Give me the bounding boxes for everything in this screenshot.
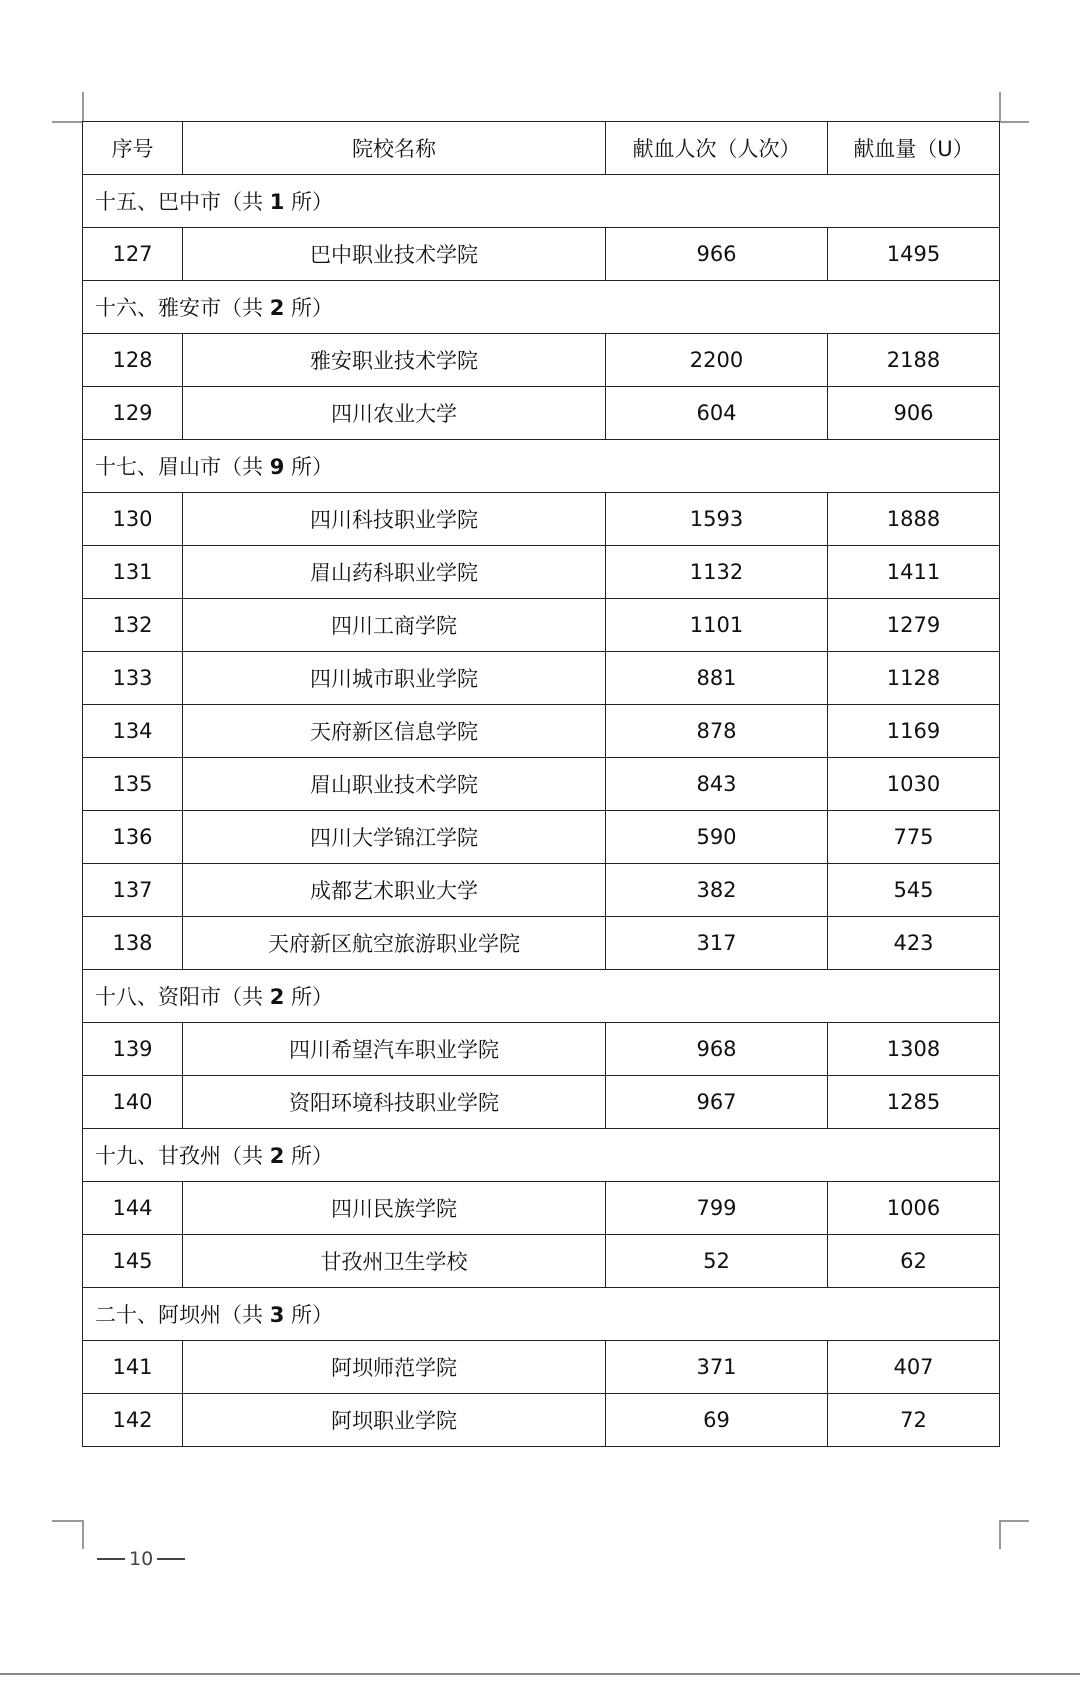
school-name-cell: 天府新区信息学院: [183, 705, 606, 758]
table-row: [83, 1394, 1000, 1447]
table-row: [83, 652, 1000, 705]
table-row: [83, 228, 1000, 281]
donation-count-cell: 799: [606, 1182, 828, 1235]
donation-volume-cell: 775: [828, 811, 1000, 864]
donation-volume-cell: 1279: [828, 599, 1000, 652]
group-header-cell: [83, 440, 1000, 493]
donation-count-cell: 967: [606, 1076, 828, 1129]
donation-volume-cell: 1169: [828, 705, 1000, 758]
donation-count-cell: 878: [606, 705, 828, 758]
school-name-cell: 四川科技职业学院: [183, 493, 606, 546]
table-header-row: [83, 122, 1000, 175]
table-row: [83, 705, 1000, 758]
blood-donation-table: [82, 121, 1000, 1447]
bottom-edge-line: [0, 1673, 1080, 1675]
crop-mark-top-left-vertical: [82, 92, 84, 121]
serial-number-cell: 142: [83, 1394, 183, 1447]
group-title-suffix: 所）: [284, 455, 333, 479]
school-name-cell: 四川农业大学: [183, 387, 606, 440]
donation-volume-cell: 1285: [828, 1076, 1000, 1129]
header-school-name: 院校名称: [183, 122, 606, 175]
school-name-cell: 四川希望汽车职业学院: [183, 1023, 606, 1076]
serial-number-cell: 134: [83, 705, 183, 758]
serial-number-cell: 144: [83, 1182, 183, 1235]
serial-number-cell: 128: [83, 334, 183, 387]
serial-number-cell: 140: [83, 1076, 183, 1129]
group-header-row: [83, 1129, 1000, 1182]
table-row: [83, 758, 1000, 811]
school-name-cell: 成都艺术职业大学: [183, 864, 606, 917]
serial-number-cell: 138: [83, 917, 183, 970]
donation-volume-cell: 1411: [828, 546, 1000, 599]
group-header-cell: [83, 970, 1000, 1023]
donation-count-cell: 604: [606, 387, 828, 440]
school-name-cell: 天府新区航空旅游职业学院: [183, 917, 606, 970]
donation-count-cell: 968: [606, 1023, 828, 1076]
group-school-count: 2: [269, 296, 285, 320]
donation-count-cell: 1593: [606, 493, 828, 546]
table-row: [83, 1341, 1000, 1394]
donation-volume-cell: 906: [828, 387, 1000, 440]
table-row: [83, 1235, 1000, 1288]
serial-number-cell: 137: [83, 864, 183, 917]
serial-number-cell: 130: [83, 493, 183, 546]
group-school-count: 3: [269, 1303, 285, 1327]
donation-volume-cell: 407: [828, 1341, 1000, 1394]
donation-count-cell: 590: [606, 811, 828, 864]
school-name-cell: 阿坝职业学院: [183, 1394, 606, 1447]
donation-count-cell: 1132: [606, 546, 828, 599]
donation-count-cell: 317: [606, 917, 828, 970]
group-header-cell: [83, 175, 1000, 228]
header-serial-number: 序号: [83, 122, 183, 175]
donation-volume-cell: 1128: [828, 652, 1000, 705]
donation-volume-cell: 1030: [828, 758, 1000, 811]
table-row: [83, 864, 1000, 917]
page-number-dash-left: [97, 1558, 125, 1560]
group-header-row: [83, 175, 1000, 228]
group-title-prefix: 二十、阿坝州（共: [95, 1303, 270, 1327]
table-row: [83, 1182, 1000, 1235]
group-header-cell: [83, 1129, 1000, 1182]
group-title-prefix: 十六、雅安市（共: [95, 296, 270, 320]
header-donation-volume: 献血量（U）: [828, 122, 1000, 175]
group-title-suffix: 所）: [284, 1144, 333, 1168]
donation-count-cell: 2200: [606, 334, 828, 387]
crop-mark-bottom-right-vertical: [999, 1520, 1001, 1549]
group-school-count: 9: [269, 455, 285, 479]
group-title-prefix: 十五、巴中市（共: [95, 190, 270, 214]
school-name-cell: 四川工商学院: [183, 599, 606, 652]
table-row: [83, 1076, 1000, 1129]
page-number: [97, 1544, 185, 1574]
crop-mark-bottom-right-horizontal: [999, 1520, 1029, 1522]
table-row: [83, 917, 1000, 970]
group-header-row: [83, 440, 1000, 493]
table-row: [83, 546, 1000, 599]
donation-volume-cell: 72: [828, 1394, 1000, 1447]
donation-count-cell: 382: [606, 864, 828, 917]
donation-count-cell: 966: [606, 228, 828, 281]
serial-number-cell: 129: [83, 387, 183, 440]
serial-number-cell: 127: [83, 228, 183, 281]
table-body: [83, 175, 1000, 1447]
donation-count-cell: 52: [606, 1235, 828, 1288]
table-row: [83, 1023, 1000, 1076]
serial-number-cell: 131: [83, 546, 183, 599]
group-title-suffix: 所）: [284, 1303, 333, 1327]
crop-mark-bottom-left-horizontal: [52, 1520, 82, 1522]
group-header-row: [83, 970, 1000, 1023]
group-school-count: 2: [269, 1144, 285, 1168]
donation-volume-cell: 1308: [828, 1023, 1000, 1076]
donation-volume-cell: 423: [828, 917, 1000, 970]
table-row: [83, 811, 1000, 864]
donation-volume-cell: 1888: [828, 493, 1000, 546]
page-number-value: 10: [129, 1548, 154, 1570]
group-school-count: 1: [269, 190, 285, 214]
school-name-cell: 雅安职业技术学院: [183, 334, 606, 387]
group-title-prefix: 十七、眉山市（共: [95, 455, 270, 479]
donation-volume-cell: 2188: [828, 334, 1000, 387]
header-donation-count: 献血人次（人次）: [606, 122, 828, 175]
school-name-cell: 阿坝师范学院: [183, 1341, 606, 1394]
group-title-suffix: 所）: [284, 190, 333, 214]
group-header-cell: [83, 1288, 1000, 1341]
serial-number-cell: 145: [83, 1235, 183, 1288]
donation-count-cell: 69: [606, 1394, 828, 1447]
crop-mark-top-left-horizontal: [52, 121, 82, 123]
table-row: [83, 387, 1000, 440]
group-title-suffix: 所）: [284, 985, 333, 1009]
group-title-suffix: 所）: [284, 296, 333, 320]
donation-count-cell: 843: [606, 758, 828, 811]
serial-number-cell: 139: [83, 1023, 183, 1076]
crop-mark-top-right-horizontal: [999, 121, 1029, 123]
school-name-cell: 甘孜州卫生学校: [183, 1235, 606, 1288]
page-number-dash-right: [157, 1558, 185, 1560]
group-title-prefix: 十九、甘孜州（共: [95, 1144, 270, 1168]
donation-count-cell: 371: [606, 1341, 828, 1394]
crop-mark-top-right-vertical: [999, 92, 1001, 121]
serial-number-cell: 133: [83, 652, 183, 705]
serial-number-cell: 141: [83, 1341, 183, 1394]
donation-volume-cell: 1495: [828, 228, 1000, 281]
table-row: [83, 334, 1000, 387]
donation-volume-cell: 545: [828, 864, 1000, 917]
group-title-prefix: 十八、资阳市（共: [95, 985, 270, 1009]
school-name-cell: 四川大学锦江学院: [183, 811, 606, 864]
table-row: [83, 493, 1000, 546]
school-name-cell: 巴中职业技术学院: [183, 228, 606, 281]
school-name-cell: 眉山职业技术学院: [183, 758, 606, 811]
group-header-row: [83, 1288, 1000, 1341]
donation-count-cell: 1101: [606, 599, 828, 652]
table-row: [83, 599, 1000, 652]
serial-number-cell: 132: [83, 599, 183, 652]
group-header-cell: [83, 281, 1000, 334]
school-name-cell: 四川城市职业学院: [183, 652, 606, 705]
donation-volume-cell: 62: [828, 1235, 1000, 1288]
donation-count-cell: 881: [606, 652, 828, 705]
serial-number-cell: 136: [83, 811, 183, 864]
school-name-cell: 四川民族学院: [183, 1182, 606, 1235]
donation-volume-cell: 1006: [828, 1182, 1000, 1235]
crop-mark-bottom-left-vertical: [82, 1520, 84, 1549]
school-name-cell: 眉山药科职业学院: [183, 546, 606, 599]
group-header-row: [83, 281, 1000, 334]
school-name-cell: 资阳环境科技职业学院: [183, 1076, 606, 1129]
group-school-count: 2: [269, 985, 285, 1009]
serial-number-cell: 135: [83, 758, 183, 811]
